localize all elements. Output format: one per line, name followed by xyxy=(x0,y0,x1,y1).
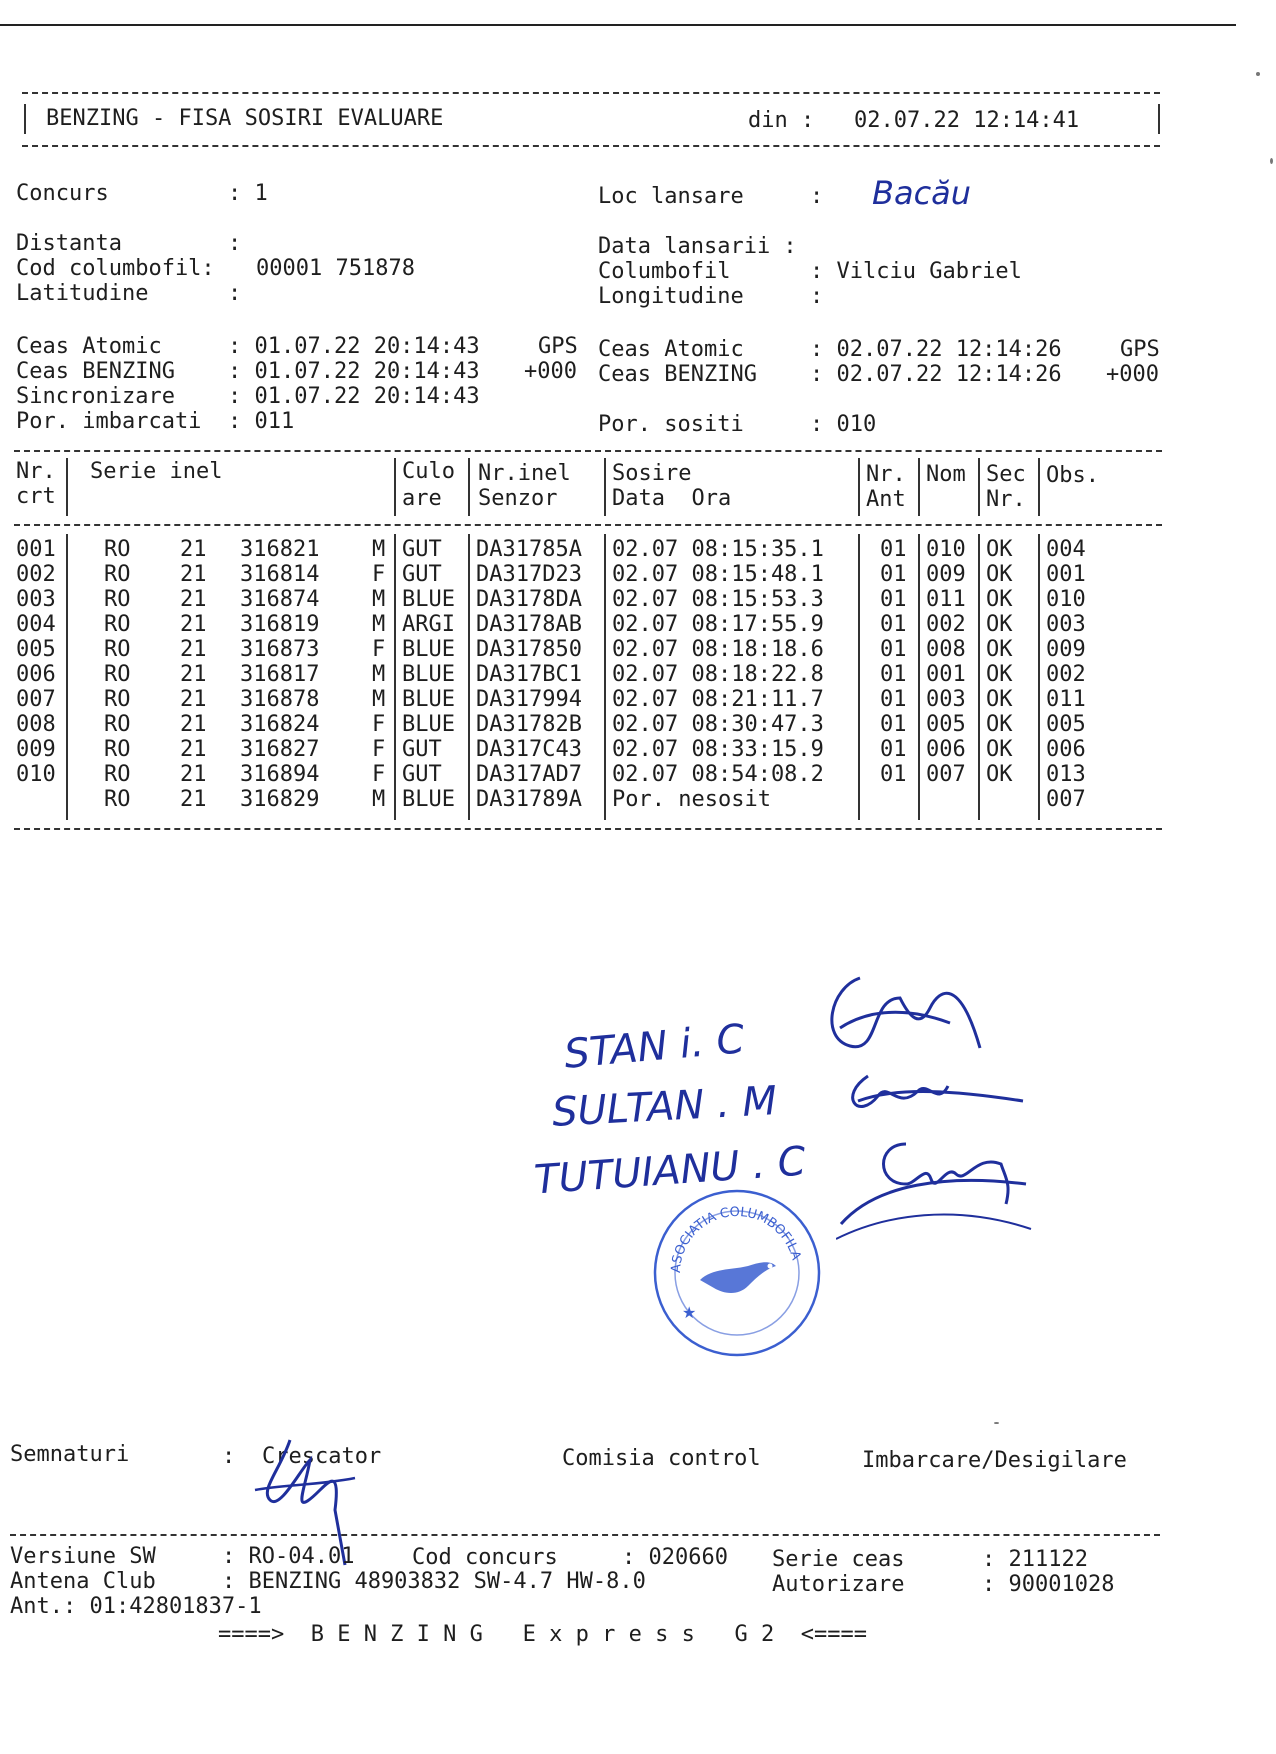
header-left-bar xyxy=(24,104,26,134)
cell-arrival: Por. nesosit xyxy=(612,787,771,812)
cell-sec: OK xyxy=(986,712,1013,737)
cell-nom: 003 xyxy=(926,687,966,712)
loc-lansare-handwritten: Bacău xyxy=(872,174,972,212)
cell-sec: OK xyxy=(986,762,1013,787)
cell-sex: M xyxy=(372,612,386,637)
cell-nr: 001 xyxy=(16,537,56,562)
cell-color: GUT xyxy=(402,562,442,587)
cell-country: RO xyxy=(104,762,131,787)
cod-concurs-label: Cod concurs xyxy=(412,1545,558,1570)
cell-ring: 316814 xyxy=(240,562,320,587)
handwritten-name: STAN i. C xyxy=(562,1016,747,1078)
cell-ring: 316829 xyxy=(240,787,320,812)
cell-nom: 009 xyxy=(926,562,966,587)
cell-year: 21 xyxy=(180,662,207,687)
column-separator xyxy=(394,458,396,516)
left-clock-value: : 01.07.22 20:14:43 xyxy=(228,359,480,384)
cod-columbofil-value: 00001 751878 xyxy=(256,256,415,281)
column-separator xyxy=(604,534,606,820)
cell-ring: 316873 xyxy=(240,637,320,662)
left-clock-value: : 01.07.22 20:14:43 xyxy=(228,384,480,409)
col-header-nr: Nr. xyxy=(16,459,56,484)
left-clock-label: Sincronizare xyxy=(16,384,175,409)
cell-sec: OK xyxy=(986,687,1013,712)
right-clock-value: : 02.07.22 12:14:26 xyxy=(810,362,1062,387)
antena-value: : BENZING 48903832 SW-4.7 HW-8.0 xyxy=(222,1569,646,1594)
distanta-value: : xyxy=(228,231,242,256)
antena-label: Antena Club xyxy=(10,1569,156,1594)
imbarcare-label: Imbarcare/Desigilare xyxy=(862,1448,1127,1473)
loc-lansare-colon: : xyxy=(810,184,824,209)
cell-color: GUT xyxy=(402,737,442,762)
cell-arrival: 02.07 08:15:53.3 xyxy=(612,587,824,612)
right-clock-label: Ceas Atomic xyxy=(598,337,744,362)
column-separator xyxy=(918,534,920,820)
cell-sensor: DA31789A xyxy=(476,787,582,812)
club-stamp xyxy=(652,1188,822,1358)
header-bottom-dash xyxy=(22,145,1160,147)
cell-sensor: DA31785A xyxy=(476,537,582,562)
cell-color: BLUE xyxy=(402,712,455,737)
cell-country: RO xyxy=(104,712,131,737)
por-sositi-label: Por. sositi xyxy=(598,412,744,437)
cell-year: 21 xyxy=(180,737,207,762)
cell-nom: 001 xyxy=(926,662,966,687)
cell-nr: 002 xyxy=(16,562,56,587)
latitudine-label: Latitudine xyxy=(16,281,149,306)
cell-color: BLUE xyxy=(402,587,455,612)
cell-nom: 011 xyxy=(926,587,966,612)
column-separator xyxy=(918,458,920,516)
cell-year: 21 xyxy=(180,762,207,787)
cell-sensor: DA317AD7 xyxy=(476,762,582,787)
cell-sensor: DA3178DA xyxy=(476,587,582,612)
table-top-dash xyxy=(14,450,1162,452)
semnaturi-colon: : xyxy=(222,1444,236,1469)
left-clock-label: Ceas BENZING xyxy=(16,359,175,384)
cell-year: 21 xyxy=(180,637,207,662)
column-separator xyxy=(1038,534,1040,820)
right-clock-suffix: +000 xyxy=(1106,362,1159,387)
left-clock-suffix: +000 xyxy=(524,359,577,384)
cell-color: GUT xyxy=(402,537,442,562)
col-header-nr-ant: Nr. xyxy=(866,462,906,487)
cell-sex: F xyxy=(372,712,386,737)
cell-obs: 007 xyxy=(1046,787,1086,812)
stamp-text: ASOCIATIA COLUMBOFILA xyxy=(668,1204,804,1274)
cell-sex: M xyxy=(372,537,386,562)
cell-country: RO xyxy=(104,687,131,712)
cell-color: GUT xyxy=(402,762,442,787)
column-separator xyxy=(978,534,980,820)
cell-antenna: 01 xyxy=(880,662,907,687)
handwritten-name: TUTUIANU . C xyxy=(532,1138,808,1204)
column-separator xyxy=(858,458,860,516)
cell-obs: 001 xyxy=(1046,562,1086,587)
cell-obs: 005 xyxy=(1046,712,1086,737)
table-header-dash xyxy=(14,524,1162,526)
col-header-culo: Culo xyxy=(402,459,455,484)
cell-arrival: 02.07 08:21:11.7 xyxy=(612,687,824,712)
col-header-data-ora: Data Ora xyxy=(612,486,732,511)
table-bottom-dash xyxy=(14,828,1162,830)
cell-obs: 003 xyxy=(1046,612,1086,637)
cell-ring: 316817 xyxy=(240,662,320,687)
cell-arrival: 02.07 08:30:47.3 xyxy=(612,712,824,737)
cell-obs: 011 xyxy=(1046,687,1086,712)
cell-sex: M xyxy=(372,787,386,812)
cell-nom: 010 xyxy=(926,537,966,562)
scan-speck xyxy=(994,1422,999,1424)
cell-sex: F xyxy=(372,762,386,787)
cell-arrival: 02.07 08:33:15.9 xyxy=(612,737,824,762)
crescator-label: Crescator xyxy=(262,1444,382,1469)
cell-nom: 008 xyxy=(926,637,966,662)
semnaturi-label: Semnaturi xyxy=(10,1442,130,1467)
cell-year: 21 xyxy=(180,687,207,712)
cell-color: BLUE xyxy=(402,687,455,712)
cell-antenna: 01 xyxy=(880,637,907,662)
versiune-value: : RO-04.01 xyxy=(222,1544,355,1569)
cell-sec: OK xyxy=(986,737,1013,762)
cell-sensor: DA3178AB xyxy=(476,612,582,637)
cell-color: ARGI xyxy=(402,612,455,637)
cell-sensor: DA317850 xyxy=(476,637,582,662)
scan-speck xyxy=(1256,72,1260,76)
right-clock-suffix: GPS xyxy=(1120,337,1160,362)
column-separator xyxy=(394,534,396,820)
col-header-obs: Obs. xyxy=(1046,463,1099,488)
col-header-serie: Serie inel xyxy=(90,459,223,484)
report-date-value: 02.07.22 12:14:41 xyxy=(854,108,1080,133)
serie-ceas-label: Serie ceas xyxy=(772,1547,905,1572)
cell-antenna: 01 xyxy=(880,537,907,562)
por-sositi-value: : 010 xyxy=(810,412,877,437)
cell-year: 21 xyxy=(180,787,207,812)
cell-antenna: 01 xyxy=(880,737,907,762)
cell-arrival: 02.07 08:18:22.8 xyxy=(612,662,824,687)
cell-sensor: DA317D23 xyxy=(476,562,582,587)
cell-nom: 005 xyxy=(926,712,966,737)
cell-country: RO xyxy=(104,537,131,562)
column-separator xyxy=(1038,458,1040,516)
cell-sensor: DA317994 xyxy=(476,687,582,712)
cell-nr: 003 xyxy=(16,587,56,612)
cell-ring: 316894 xyxy=(240,762,320,787)
cell-obs: 006 xyxy=(1046,737,1086,762)
cell-sec: OK xyxy=(986,662,1013,687)
header-right-bar xyxy=(1158,104,1160,134)
por-imbarcati-label: Por. imbarcati xyxy=(16,409,202,434)
cell-ring: 316821 xyxy=(240,537,320,562)
cell-color: BLUE xyxy=(402,662,455,687)
cell-nr: 005 xyxy=(16,637,56,662)
data-lansarii-label: Data lansarii : xyxy=(598,234,797,259)
versiune-label: Versiune SW xyxy=(10,1544,156,1569)
cell-ring: 316827 xyxy=(240,737,320,762)
cell-year: 21 xyxy=(180,612,207,637)
autorizare-label: Autorizare xyxy=(772,1572,905,1597)
handwritten-name: SULTAN . M xyxy=(550,1078,779,1136)
cell-country: RO xyxy=(104,662,131,687)
svg-text:ASOCIATIA COLUMBOFILA xyxy=(669,1205,804,1274)
cell-ring: 316824 xyxy=(240,712,320,737)
cell-sensor: DA317C43 xyxy=(476,737,582,762)
cell-sex: F xyxy=(372,562,386,587)
footer-dash xyxy=(10,1534,1160,1536)
cell-obs: 013 xyxy=(1046,762,1086,787)
cell-sex: F xyxy=(372,637,386,662)
por-imbarcati-value: : 011 xyxy=(228,409,295,434)
cell-year: 21 xyxy=(180,712,207,737)
cell-nr: 008 xyxy=(16,712,56,737)
benzing-express-banner: ====> B E N Z I N G E x p r e s s G 2 <==== xyxy=(218,1622,868,1647)
cod-concurs-value: : 020660 xyxy=(622,1545,728,1570)
cell-country: RO xyxy=(104,562,131,587)
concurs-value: : 1 xyxy=(228,181,268,206)
col-header-sosire: Sosire xyxy=(612,461,692,486)
cell-sec: OK xyxy=(986,587,1013,612)
longitudine-label: Longitudine xyxy=(598,284,744,309)
columbofil-value: : Vilciu Gabriel xyxy=(810,259,1022,284)
col-header-sec: Sec xyxy=(986,462,1026,487)
cell-sensor: DA317BC1 xyxy=(476,662,582,687)
right-clock-value: : 02.07.22 12:14:26 xyxy=(810,337,1062,362)
column-separator xyxy=(978,458,980,516)
cell-country: RO xyxy=(104,787,131,812)
right-clock-label: Ceas BENZING xyxy=(598,362,757,387)
cell-nr: 009 xyxy=(16,737,56,762)
cell-antenna: 01 xyxy=(880,562,907,587)
column-separator xyxy=(858,534,860,820)
cell-nom: 002 xyxy=(926,612,966,637)
cell-sec: OK xyxy=(986,562,1013,587)
report-title: BENZING - FISA SOSIRI EVALUARE xyxy=(46,106,444,131)
cell-obs: 002 xyxy=(1046,662,1086,687)
header-top-dash xyxy=(22,92,1160,94)
cell-nom: 007 xyxy=(926,762,966,787)
column-separator xyxy=(604,458,606,516)
col-header-ant: Ant xyxy=(866,487,906,512)
cell-ring: 316819 xyxy=(240,612,320,637)
cell-nom: 006 xyxy=(926,737,966,762)
cell-arrival: 02.07 08:15:35.1 xyxy=(612,537,824,562)
col-header-crt: crt xyxy=(16,484,56,509)
svg-text:★: ★ xyxy=(682,1303,697,1322)
cell-arrival: 02.07 08:15:48.1 xyxy=(612,562,824,587)
latitudine-value: : xyxy=(228,281,242,306)
cell-antenna: 01 xyxy=(880,762,907,787)
cell-ring: 316874 xyxy=(240,587,320,612)
cell-sec: OK xyxy=(986,537,1013,562)
cell-obs: 010 xyxy=(1046,587,1086,612)
cell-nr: 010 xyxy=(16,762,56,787)
cell-country: RO xyxy=(104,587,131,612)
columbofil-label: Columbofil xyxy=(598,259,731,284)
cell-sec: OK xyxy=(986,612,1013,637)
cell-country: RO xyxy=(104,737,131,762)
cell-sex: M xyxy=(372,587,386,612)
column-separator xyxy=(66,458,68,516)
cod-columbofil-label: Cod columbofil: xyxy=(16,256,215,281)
comisia-label: Comisia control xyxy=(562,1446,761,1471)
cell-arrival: 02.07 08:54:08.2 xyxy=(612,762,824,787)
cell-color: BLUE xyxy=(402,637,455,662)
loc-lansare-label: Loc lansare xyxy=(598,184,744,209)
column-separator xyxy=(468,534,470,820)
longitudine-value: : xyxy=(810,284,824,309)
column-separator xyxy=(468,458,470,516)
cell-sensor: DA31782B xyxy=(476,712,582,737)
cell-sec: OK xyxy=(986,637,1013,662)
cell-sex: F xyxy=(372,737,386,762)
serie-ceas-value: : 211122 xyxy=(982,1547,1088,1572)
signature-scribble xyxy=(820,968,990,1064)
cell-antenna: 01 xyxy=(880,612,907,637)
antenna-id: Ant.: 01:42801837-1 xyxy=(10,1594,262,1619)
cell-country: RO xyxy=(104,637,131,662)
column-separator xyxy=(66,534,68,820)
cell-arrival: 02.07 08:17:55.9 xyxy=(612,612,824,637)
top-rule xyxy=(0,24,1236,26)
cell-year: 21 xyxy=(180,587,207,612)
autorizare-value: : 90001028 xyxy=(982,1572,1115,1597)
signature-scribble xyxy=(836,1134,1036,1244)
cell-antenna: 01 xyxy=(880,587,907,612)
cell-year: 21 xyxy=(180,537,207,562)
cell-sex: M xyxy=(372,662,386,687)
signature-scribble xyxy=(838,1066,1028,1126)
cell-nr: 006 xyxy=(16,662,56,687)
left-clock-value: : 01.07.22 20:14:43 xyxy=(228,334,480,359)
cell-antenna: 01 xyxy=(880,687,907,712)
scan-speck xyxy=(1270,158,1273,164)
cell-country: RO xyxy=(104,612,131,637)
distanta-label: Distanta xyxy=(16,231,122,256)
cell-antenna: 01 xyxy=(880,712,907,737)
cell-color: BLUE xyxy=(402,787,455,812)
col-header-nr-inel: Nr.inel xyxy=(478,461,571,486)
cell-sex: M xyxy=(372,687,386,712)
cell-year: 21 xyxy=(180,562,207,587)
cell-obs: 009 xyxy=(1046,637,1086,662)
cell-nr: 007 xyxy=(16,687,56,712)
col-header-sec-nr: Nr. xyxy=(986,487,1026,512)
left-clock-suffix: GPS xyxy=(538,334,578,359)
cell-nr: 004 xyxy=(16,612,56,637)
col-header-senzor: Senzor xyxy=(478,486,558,511)
cell-arrival: 02.07 08:18:18.6 xyxy=(612,637,824,662)
left-clock-label: Ceas Atomic xyxy=(16,334,162,359)
col-header-nom: Nom xyxy=(926,462,966,487)
concurs-label: Concurs xyxy=(16,181,109,206)
cell-obs: 004 xyxy=(1046,537,1086,562)
report-date-label: din : xyxy=(748,108,815,133)
cell-ring: 316878 xyxy=(240,687,320,712)
col-header-are: are xyxy=(402,486,442,511)
